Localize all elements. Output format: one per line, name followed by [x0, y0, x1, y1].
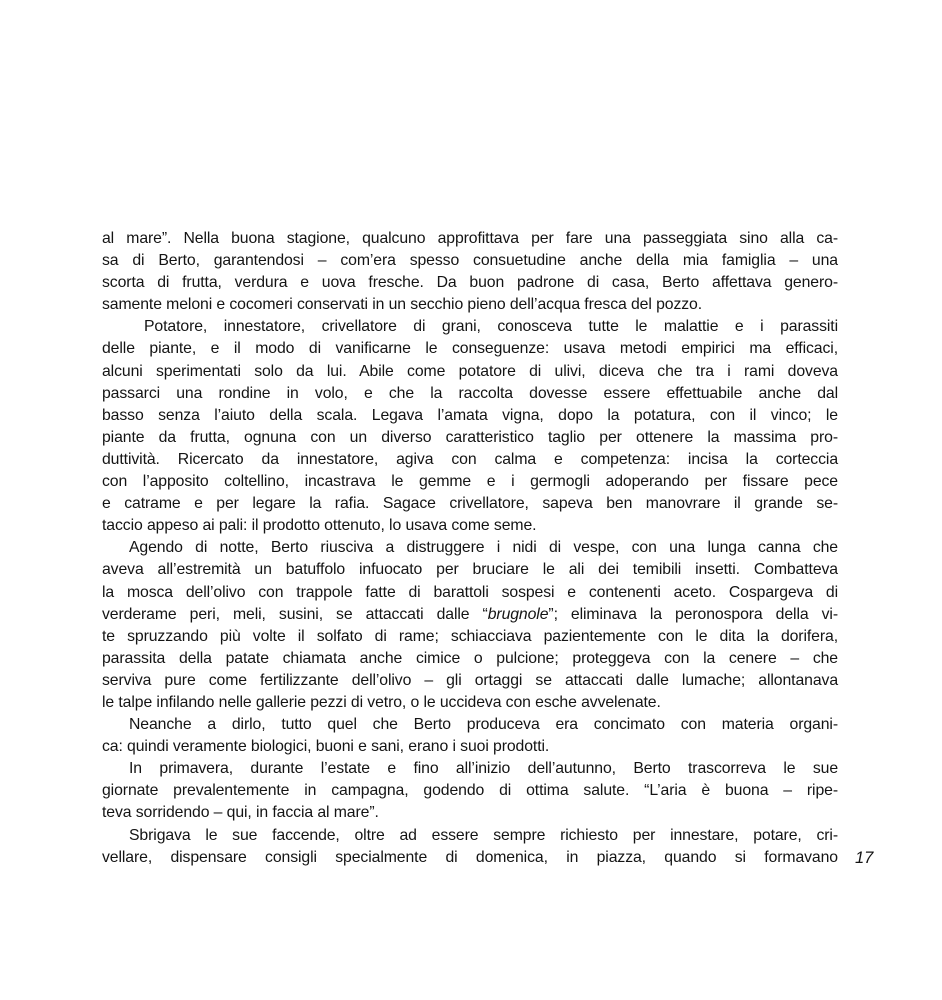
text-line — [102, 449, 838, 471]
text-run: al mare”. Nella buona stagione, qualcuno approfittava per fare una passeggiata sino alla ca- — [102, 230, 838, 247]
text-run: delle piante, e il modo di vanificarne le conseguenze: usava metodi empirici ma efficaci, — [102, 340, 838, 358]
text-run: Agendo di notte, Berto riusciva a distruggere i nidi di vespe, con una lunga canna che — [129, 539, 838, 557]
text-run: e catrame e per legare la rafia. Sagace crivellatore, sapeva ben manovrare il grande se- — [102, 495, 838, 513]
text-line — [102, 383, 838, 405]
text-line — [102, 316, 838, 338]
text-column — [102, 228, 838, 869]
text-run: basso senza l’aiuto della scala. Legava l’amata vigna, dopo la potatura, con il vinco; le — [102, 406, 838, 424]
italic-term: brugnole — [487, 605, 549, 623]
text-run: Neanche a dirlo, tutto quel che Berto produceva era concimato con materia organi- — [129, 716, 838, 734]
text-line — [102, 537, 838, 559]
text-run: passarci una rondine in volo, e che la raccolta dovesse essere effettuabile anche dal — [102, 384, 838, 402]
text-line — [102, 493, 838, 515]
text-line — [102, 780, 838, 802]
text-line — [102, 272, 838, 294]
text-run: parassita della patate chiamata anche cimice o pulcione; proteggeva con la cenere – che — [102, 649, 838, 667]
text-line — [102, 692, 838, 714]
text-line — [102, 427, 838, 449]
text-run: sa di Berto, garantendosi – com’era spesso consuetudine anche della mia famiglia – una — [102, 252, 838, 270]
text-line — [102, 604, 838, 626]
text-run: alcuni sperimentati solo da lui. Abile come potatore di ulivi, diceva che tra i rami doveva — [102, 362, 838, 380]
text-line — [102, 228, 838, 250]
text-run: verderame peri, meli, susini, se attaccati dalle “ — [102, 605, 488, 623]
text-run: vellare, dispensare consigli specialmente di domenica, in piazza, quando si formavano — [102, 848, 838, 866]
text-line — [102, 714, 838, 736]
text-line — [102, 626, 838, 648]
text-run: ”; eliminava la peronospora della vi- — [548, 605, 838, 623]
text-line — [102, 648, 838, 670]
text-run: duttività. Ricercato da innestatore, agiva con calma e competenza: incisa la corteccia — [102, 450, 838, 468]
text-line — [102, 825, 838, 847]
text-run: aveva all’estremità un batuffolo infuocato per bruciare le ali dei temibili insetti. Combatteva — [102, 561, 838, 579]
text-line — [102, 515, 838, 537]
text-run: In primavera, durante l’estate e fino all’inizio dell’autunno, Berto trascorreva le sue — [129, 760, 838, 778]
text-run: taccio appeso ai pali: il prodotto ottenuto, lo usava come seme. — [102, 517, 537, 535]
text-run: giornate prevalentemente in campagna, godendo di ottima salute. “L’aria è buona – ripe- — [102, 782, 838, 800]
text-run: serviva pure come fertilizzante dell’olivo – gli ortaggi se attaccati dalle lumache; allontanava — [102, 671, 838, 689]
text-line — [102, 294, 838, 316]
text-run: samente meloni e cocomeri conservati in un secchio pieno dell’acqua fresca del pozzo. — [102, 296, 703, 314]
text-line — [102, 847, 838, 869]
text-run: Sbrigava le sue faccende, oltre ad essere sempre richiesto per innestare, potare, cri- — [129, 826, 838, 844]
text-line — [102, 361, 838, 383]
text-run: la mosca dell’olivo con trappole fatte di barattoli sospesi e contenenti aceto. Cospargeva di — [102, 583, 838, 601]
text-run: scorta di frutta, verdura e uova fresche. Da buon padrone di casa, Berto affettava genero- — [102, 274, 838, 292]
text-line — [102, 736, 838, 758]
text-run: te spruzzando più volte il solfato di rame; schiacciava pazientemente con le dita la dorifera, — [102, 627, 838, 645]
text-run: ca: quindi veramente biologici, buoni e sani, erano i suoi prodotti. — [102, 738, 550, 756]
text-line — [102, 250, 838, 272]
text-run: le talpe infilando nelle gallerie pezzi di vetro, o le uccideva con esche avvelenate. — [102, 693, 661, 711]
text-line — [102, 582, 838, 604]
text-line — [102, 670, 838, 692]
page-number: 17 — [855, 849, 874, 867]
text-line — [102, 338, 838, 360]
text-line — [102, 802, 838, 824]
text-run: Potatore, innestatore, crivellatore di grani, conosceva tutte le malattie e i parassiti — [144, 318, 838, 336]
text-line — [102, 559, 838, 581]
text-run: con l’apposito coltellino, incastrava le gemme e i germogli adoperando per fissare pece — [102, 473, 838, 491]
text-run: teva sorridendo – qui, in faccia al mare”. — [102, 804, 379, 822]
text-line — [102, 471, 838, 493]
text-line — [102, 758, 838, 780]
text-run: piante da frutta, ognuna con un diverso caratteristico taglio per ottenere la massima pro- — [102, 428, 838, 446]
text-line — [102, 405, 838, 427]
